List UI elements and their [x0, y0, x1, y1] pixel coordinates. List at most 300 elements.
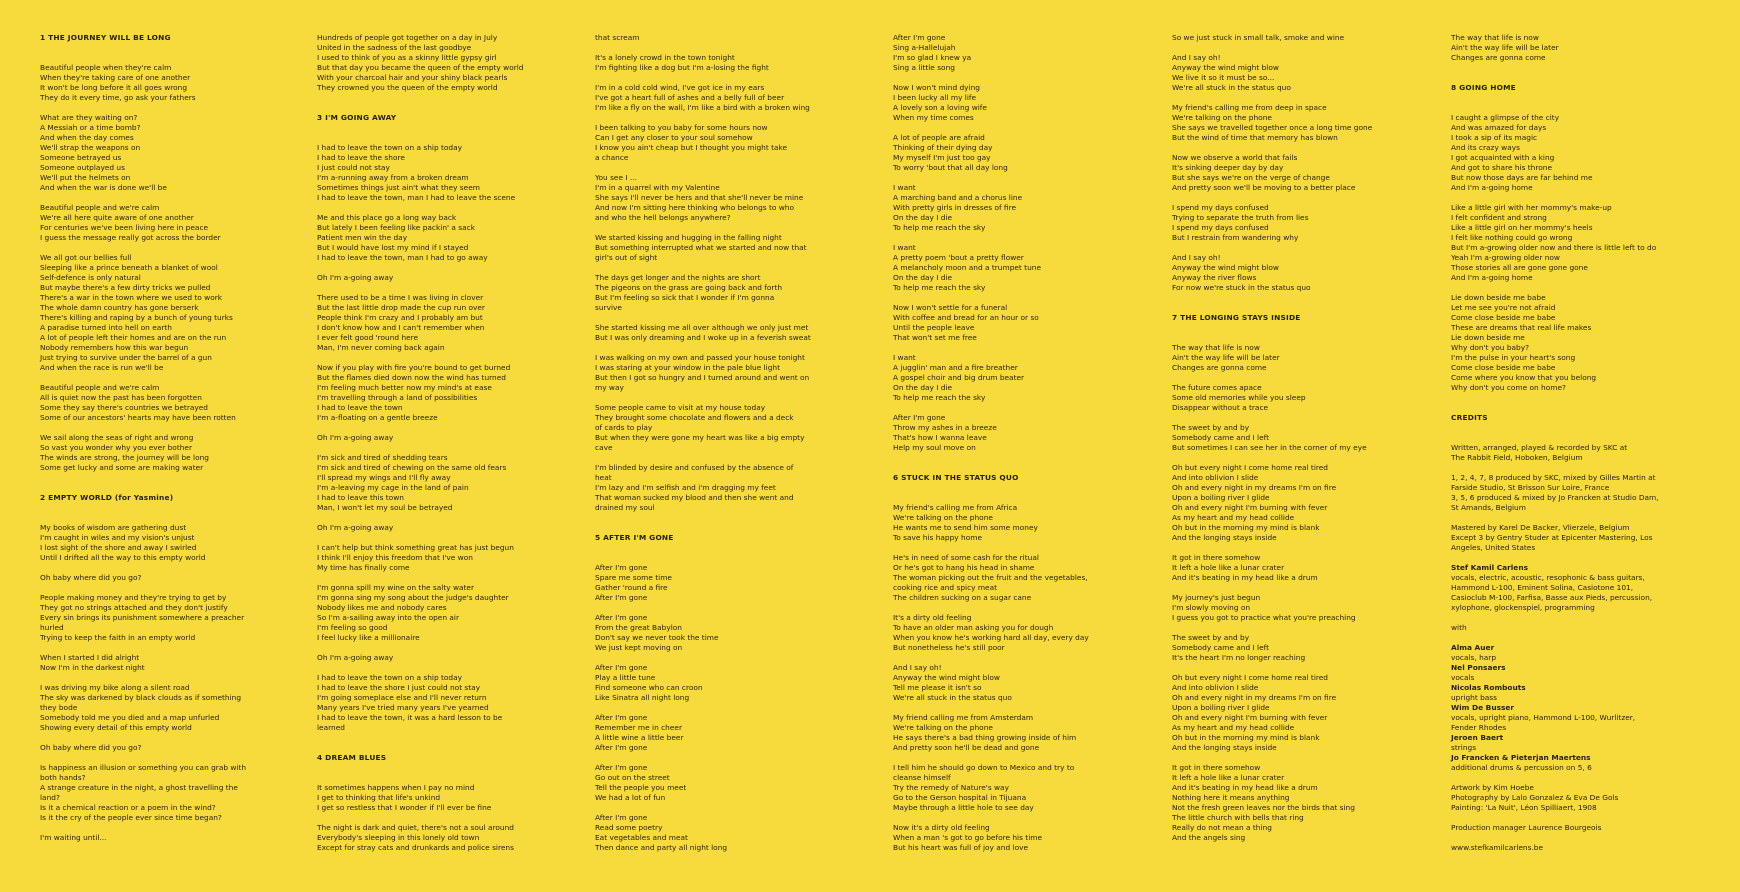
blank-line [40, 753, 300, 763]
lyric-line: My friend's calling me from Africa [893, 503, 1018, 512]
lyric-line: vocals, electric, acoustic, resophonic & bass guitars, [1451, 573, 1645, 582]
lyric-line: 3, 5, 6 produced & mixed by Jo Francken at Studio Dam, [1451, 493, 1659, 502]
lyric-line: I'm sick and tired of shedding tears [317, 453, 448, 462]
lyric-line: He wants me to send him some money [893, 523, 1038, 532]
blank-line [595, 113, 855, 123]
lyric-line: There used to be a time I was living in clover [317, 293, 484, 302]
blank-line [1172, 43, 1432, 53]
lyric-line: And it's beating in my head like a drum [1172, 573, 1318, 582]
lyric-line: I want [893, 243, 916, 252]
lyric-line: drained my soul [595, 503, 655, 512]
lyric-line: I was staring at your window in the pale blue light [595, 363, 780, 372]
lyric-line: There's a war in the town where we used to work [40, 293, 223, 302]
lyric-line: For centuries we've been living here in peace [40, 223, 209, 232]
blank-line [1451, 103, 1711, 113]
blank-line [893, 493, 1153, 503]
lyric-line: It got in there somehow [1172, 553, 1261, 562]
lyric-line: I been lucky all my life [893, 93, 977, 102]
lyric-line: From the great Babylon [595, 623, 682, 632]
blank-line [1172, 543, 1432, 553]
lyric-line: But then I got so hungry and I turned around and went on [595, 373, 810, 382]
blank-line [40, 643, 300, 653]
blank-line [317, 353, 577, 363]
blank-line [317, 423, 577, 433]
lyric-line: I want [893, 353, 916, 362]
lyric-line: A paradise turned into hell on earth [40, 323, 172, 332]
lyric-line: I had to leave the shore [317, 153, 405, 162]
blank-line [317, 743, 577, 753]
lyric-line: I'm feeling much better now my mind's at ease [317, 383, 492, 392]
blank-line [595, 73, 855, 83]
lyric-line: And was amazed for days [1451, 123, 1547, 132]
lyric-line: They brought some chocolate and flowers and a deck [595, 413, 794, 422]
lyric-line: I used to think of you as a skinny little gypsy girl [317, 53, 497, 62]
lyric-line: It left a hole like a lunar crater [1172, 773, 1285, 782]
lyric-line: And I say oh! [1172, 253, 1221, 262]
lyric-line: I just could not stay [317, 163, 390, 172]
lyric-line: I'm waiting until... [40, 833, 107, 842]
lyric-line: Man, I won't let my soul be betrayed [317, 503, 453, 512]
lyric-line: Anyway the wind might blow [1172, 63, 1279, 72]
lyric-line: Someone outplayed us [40, 163, 125, 172]
lyric-line: A melancholy moon and a trumpet tune [893, 263, 1041, 272]
lyric-line: additional drums & percussion on 5, 6 [1451, 763, 1592, 772]
lyric-line: Hundreds of people got together on a day in July [317, 33, 498, 42]
lyric-line: But she says we're on the verge of change [1172, 173, 1330, 182]
lyric-line: The children sucking on a sugar cane [893, 593, 1032, 602]
lyric-line: and who the hell belongs anywhere? [595, 213, 731, 222]
lyric-line: After I'm gone [595, 613, 648, 622]
lyric-line: I'm so glad I knew ya [893, 53, 972, 62]
lyric-line: It's a dirty old feeling [893, 613, 972, 622]
lyric-line: Disappear without a trace [1172, 403, 1269, 412]
lyric-line: Sing a-Hallelujah [893, 43, 956, 52]
lyric-line: I was walking on my own and passed your house tonight [595, 353, 805, 362]
lyric-line: Read some poetry [595, 823, 663, 832]
lyric-line: We'll put the helmets on [40, 173, 131, 182]
lyric-line: strings [1451, 743, 1477, 752]
blank-line [595, 513, 855, 523]
blank-line [595, 343, 855, 353]
lyric-line: But nonetheless he's still poor [893, 643, 1005, 652]
blank-line [893, 403, 1153, 413]
blank-line [1451, 773, 1711, 783]
blank-line [1451, 283, 1711, 293]
lyric-line: I lost sight of the shore and away I swirled [40, 543, 197, 552]
lyric-line: Trying to keep the faith in an empty world [40, 633, 196, 642]
blank-line [893, 463, 1153, 473]
blank-line [317, 133, 577, 143]
section-heading: 5 AFTER I'M GONE [595, 533, 674, 542]
lyric-line: Oh and every night in my dreams I'm on fire [1172, 483, 1337, 492]
lyric-line: That won't set me free [893, 333, 977, 342]
blank-line [1172, 583, 1432, 593]
section-heading: 3 I'M GOING AWAY [317, 113, 397, 122]
lyric-line: I had to leave the town, man I had to leave the scene [317, 193, 516, 202]
blank-line [595, 223, 855, 233]
section-heading: 2 EMPTY WORLD (for Yasmine) [40, 493, 174, 502]
lyric-line: Help my soul move on [893, 443, 976, 452]
blank-line [893, 653, 1153, 663]
lyric-line: After I'm gone [595, 763, 648, 772]
lyric-line: But I'm a-growing older now and there is little left to do [1451, 243, 1657, 252]
lyric-line: My books of wisdom are gathering dust [40, 523, 187, 532]
blank-line [40, 583, 300, 593]
lyric-line: The Rabbit Field, Hoboken, Belgium [1451, 453, 1583, 462]
lyric-line: After I'm gone [595, 593, 648, 602]
lyric-line: Oh I'm a-going away [317, 273, 394, 282]
lyric-line: Now I won't settle for a funeral [893, 303, 1008, 312]
lyric-line: Is happiness an illusion or something you can grab with [40, 763, 247, 772]
lyric-line: Some people came to visit at my house today [595, 403, 766, 412]
lyric-line: Hammond L-100, Eminent Solina, Casiotone 101, [1451, 583, 1634, 592]
lyric-line: Everybody's sleeping in this lonely old town [317, 833, 480, 842]
lyric-line: I'm lazy and I'm selfish and i'm dragging my feet [595, 483, 776, 492]
lyric-line: I'm blinded by desire and confused by the absence of [595, 463, 794, 472]
blank-line [40, 373, 300, 383]
blank-line [1451, 93, 1711, 103]
blank-line [595, 703, 855, 713]
lyric-line: Just trying to survive under the barrel of a gun [40, 353, 212, 362]
lyric-line: Beautiful people and we're calm [40, 383, 160, 392]
lyric-line: But I'm feeling so sick that I wonder if I'm gonna [595, 293, 775, 302]
section-heading: CREDITS [1451, 413, 1488, 422]
lyric-line: I been talking to you baby for some hours now [595, 123, 768, 132]
lyric-line: Ain't the way life will be later [1172, 353, 1280, 362]
lyric-line: Oh and every night in my dreams I'm on fire [1172, 693, 1337, 702]
lyric-line: Beautiful people and we're calm [40, 203, 160, 212]
lyric-line: After I'm gone [595, 713, 648, 722]
lyric-line: I spend my days confused [1172, 203, 1269, 212]
lyric-line: The future comes apace [1172, 383, 1262, 392]
blank-line [595, 43, 855, 53]
blank-line [1172, 323, 1432, 333]
lyric-line: But that day you became the queen of the empty world [317, 63, 524, 72]
section-heading: 7 THE LONGING STAYS INSIDE [1172, 313, 1301, 322]
lyric-line: We'll strap the weapons on [40, 143, 141, 152]
blank-line [1451, 553, 1711, 563]
lyric-line: I'm like a fly on the wall, I'm like a bird with a broken wing [595, 103, 810, 112]
lyric-line: With pretty girls in dresses of fire [893, 203, 1016, 212]
lyric-line: On the day I die [893, 213, 953, 222]
lyric-line: And now I'm sitting here thinking who belongs to who [595, 203, 795, 212]
blank-line [317, 123, 577, 133]
lyric-line: United in the sadness of the last goodbye [317, 43, 472, 52]
lyric-line: On the day I die [893, 273, 953, 282]
lyric-line: Until I drifted all the way to this empty world [40, 553, 206, 562]
lyric-line: Someone betrayed us [40, 153, 122, 162]
blank-line [1451, 813, 1711, 823]
lyric-line: A jugglin' man and a fire breather [893, 363, 1018, 372]
lyric-line: The little church with bells that ring [1172, 813, 1304, 822]
lyric-line: Gather 'round a fire [595, 583, 668, 592]
lyric-line: And I say oh! [1172, 53, 1221, 62]
lyric-line: Why don't you come on home? [1451, 383, 1566, 392]
blank-line [317, 443, 577, 453]
lyric-line: What are they waiting on? [40, 113, 138, 122]
lyric-line: Oh but every night I come home real tired [1172, 463, 1328, 472]
lyric-line: Production manager Laurence Bourgeois [1451, 823, 1602, 832]
lyric-line: Oh but every night I come home real tired [1172, 673, 1328, 682]
lyric-line: And the angels sing [1172, 833, 1246, 842]
lyric-line: my way [595, 383, 624, 392]
lyric-line: I took a sip of its magic [1451, 133, 1538, 142]
lyric-line: Like a little girl with her mommy's make-up [1451, 203, 1612, 212]
lyric-line: And I say oh! [893, 663, 942, 672]
lyric-line: Somebody came and I left [1172, 433, 1270, 442]
lyric-line: I had to leave the town on a ship today [317, 673, 463, 682]
lyric-line: land? [40, 793, 60, 802]
lyric-line: Let me see you're not afraid [1451, 303, 1556, 312]
credit-name: Jo Francken & Pieterjan Maertens [1451, 753, 1591, 762]
lyric-line: I had to leave the shore I just could not stay [317, 683, 481, 692]
lyrics-column-3 [595, 33, 855, 853]
blank-line [595, 543, 855, 553]
lyric-line: The pigeons on the grass are going back and forth [595, 283, 783, 292]
lyric-line: She says we travelled together once a long time gone [1172, 123, 1373, 132]
lyric-line: Oh and every night I'm burning with fever [1172, 503, 1328, 512]
lyric-line: Eat vegetables and meat [595, 833, 688, 842]
lyric-line: To help me reach the sky [893, 393, 986, 402]
lyric-line: We're talking on the phone [893, 513, 993, 522]
lyric-line: Upon a boiling river I glide [1172, 493, 1270, 502]
lyric-line: For now we're stuck in the status quo [1172, 283, 1311, 292]
blank-line [893, 173, 1153, 183]
lyric-line: I get to thinking that life's unkind [317, 793, 441, 802]
lyric-line: I don't know how and I can't remember when [317, 323, 485, 332]
lyric-line: It won't be long before it all goes wrong [40, 83, 188, 92]
blank-line [317, 203, 577, 213]
blank-line [893, 603, 1153, 613]
lyric-line: I'm in a cold cold wind, I've got ice in my ears [595, 83, 765, 92]
lyric-line: To help me reach the sky [893, 223, 986, 232]
lyric-line: A lovely son a loving wife [893, 103, 987, 112]
lyric-line: Ain't the way life will be later [1451, 43, 1559, 52]
blank-line [40, 503, 300, 513]
lyrics-column-2 [317, 33, 577, 853]
lyric-line: The winds are strong, the journey will be long [40, 453, 209, 462]
lyric-line: And when the war is done we'll be [40, 183, 167, 192]
lyric-line: Is it the cry of the people ever since time began? [40, 813, 222, 822]
lyric-line: It sometimes happens when I pay no mind [317, 783, 475, 792]
lyric-line: I got acquainted with a king [1451, 153, 1555, 162]
lyric-line: After I'm gone [893, 413, 946, 422]
blank-line [1172, 93, 1432, 103]
blank-line [317, 813, 577, 823]
blank-line [1451, 433, 1711, 443]
lyric-line: Nothing here it means anything [1172, 793, 1290, 802]
lyric-line: Oh but in the morning my mind is blank [1172, 733, 1320, 742]
blank-line [317, 733, 577, 743]
credit-name: Alma Auer [1451, 643, 1495, 652]
lyric-line: To help me reach the sky [893, 283, 986, 292]
lyric-line: A strange creature in the night, a ghost travelling the [40, 783, 238, 792]
blank-line [1172, 333, 1432, 343]
lyric-line: And its crazy ways [1451, 143, 1520, 152]
lyric-line: I'm slowly moving on [1172, 603, 1251, 612]
lyric-line: Tell me please it isn't so [893, 683, 982, 692]
lyric-line: I'm going someplace else and I'll never return [317, 693, 487, 702]
lyric-line: And into oblivion I slide [1172, 473, 1259, 482]
blank-line [1451, 463, 1711, 473]
lyric-line: A little wine a little beer [595, 733, 684, 742]
lyric-line: xylophone, glockenspiel, programming [1451, 603, 1595, 612]
blank-line [595, 653, 855, 663]
lyric-line: I felt confident and strong [1451, 213, 1547, 222]
lyric-line: vocals, upright piano, Hammond L-100, Wurlitzer, [1451, 713, 1636, 722]
lyric-line: Sing a little song [893, 63, 955, 72]
lyric-line: Oh I'm a-going away [317, 433, 394, 442]
lyric-line: It got in there somehow [1172, 763, 1261, 772]
lyric-line: All is quiet now the past has been forgotten [40, 393, 202, 402]
lyric-line: Lie down beside me babe [1451, 293, 1546, 302]
lyric-line: But sometimes I can see her in the corner of my eye [1172, 443, 1367, 452]
blank-line [595, 603, 855, 613]
blank-line [40, 53, 300, 63]
lyric-line: So we just stuck in small talk, smoke and wine [1172, 33, 1345, 42]
lyric-line: I had to leave the town on a ship today [317, 143, 463, 152]
lyric-line: Until the people leave [893, 323, 975, 332]
lyric-line: But I would have lost my mind if I stayed [317, 243, 469, 252]
lyric-line: It's the heart I'm no longer reaching [1172, 653, 1306, 662]
lyric-line: But the flames died down now the wind has turned [317, 373, 506, 382]
lyric-line: People think I'm crazy and I probably am but [317, 313, 483, 322]
blank-line [40, 563, 300, 573]
lyric-line: When I started I did alright [40, 653, 140, 662]
lyric-line: You see I ... [595, 173, 637, 182]
lyric-line: Go out on the street [595, 773, 670, 782]
lyric-line: As my heart and my head collide [1172, 513, 1295, 522]
blank-line [893, 293, 1153, 303]
lyric-line: Oh I'm a-going away [317, 653, 394, 662]
lyric-line: Now I'm in the darkest night [40, 663, 145, 672]
lyric-line: Every sin brings its punishment somewhere a preacher [40, 613, 245, 622]
lyric-line: People making money and they're trying to get by [40, 593, 227, 602]
lyric-line: that scream [595, 33, 640, 42]
lyric-line: Changes are gonna come [1451, 53, 1546, 62]
lyric-line: Photography by Lalo Gonzalez & Eva De Gols [1451, 793, 1619, 802]
lyric-line: Self-defence is only natural [40, 273, 141, 282]
lyric-line: Mastered by Karel De Backer, Vlierzele, Belgium [1451, 523, 1630, 532]
blank-line [595, 393, 855, 403]
blank-line [1451, 513, 1711, 523]
lyrics-column-1 [40, 33, 300, 843]
lyric-line: There's killing and raping by a bunch of young turks [40, 313, 233, 322]
lyric-line: I ever felt good 'round here [317, 333, 419, 342]
lyric-line: cave [595, 443, 613, 452]
lyric-line: Nobody likes me and nobody cares [317, 603, 447, 612]
lyric-line: They crowned you the queen of the empty world [317, 83, 498, 92]
blank-line [1172, 243, 1432, 253]
section-heading: 8 GOING HOME [1451, 83, 1516, 92]
lyric-line: I guess you got to practice what you're preaching [1172, 613, 1356, 622]
blank-line [40, 103, 300, 113]
lyric-line: But the wind of time that memory has blown [1172, 133, 1338, 142]
lyric-line: Upon a boiling river I glide [1172, 703, 1270, 712]
lyric-line: I had to leave this town [317, 493, 404, 502]
blank-line [1172, 663, 1432, 673]
blank-line [1172, 193, 1432, 203]
lyric-line: Trying to separate the truth from lies [1172, 213, 1309, 222]
blank-line [1451, 613, 1711, 623]
blank-line [317, 773, 577, 783]
lyric-line: a chance [595, 153, 629, 162]
blank-line [40, 483, 300, 493]
lyric-line: With your charcoal hair and your shiny black pearls [317, 73, 508, 82]
lyric-line: cleanse himself [893, 773, 951, 782]
lyric-line: upright bass [1451, 693, 1498, 702]
blank-line [1451, 63, 1711, 73]
blank-line [595, 553, 855, 563]
lyric-line: I spend my days confused [1172, 223, 1269, 232]
lyric-line: Nobody remembers how this war begun [40, 343, 189, 352]
lyric-line: www.stefkamilcarlens.be [1451, 843, 1544, 852]
credit-name: Jeroen Baert [1451, 733, 1504, 742]
lyric-line: Somebody came and I left [1172, 643, 1270, 652]
lyric-line: Painting: 'La Nuit', Léon Spilliaert, 1908 [1451, 803, 1597, 812]
lyric-line: When my time comes [893, 113, 974, 122]
lyric-line: Oh and every night I'm burning with fever [1172, 713, 1328, 722]
blank-line [1172, 303, 1432, 313]
lyric-line: I caught a glimpse of the city [1451, 113, 1560, 122]
lyric-line: And I'm a-going home [1451, 273, 1533, 282]
lyric-line: The sky was darkened by black clouds as if something [40, 693, 242, 702]
lyric-line: Showing every detail of this empty world [40, 723, 192, 732]
blank-line [40, 733, 300, 743]
lyric-line: We started kissing and hugging in the falling night [595, 233, 782, 242]
blank-line [1451, 423, 1711, 433]
section-heading: 6 STUCK IN THE STATUS QUO [893, 473, 1019, 482]
lyric-line: Try the remedy of Nature's way [893, 783, 1009, 792]
lyric-line: Don't say we never took the time [595, 633, 719, 642]
lyric-line: Me and this place go a long way back [317, 213, 457, 222]
lyric-line: I know you ain't cheap but I thought you might take [595, 143, 788, 152]
blank-line [893, 453, 1153, 463]
lyric-line: It's sinking deeper day by day [1172, 163, 1284, 172]
lyric-line: I'm travelling through a land of possibilities [317, 393, 478, 402]
lyric-line: I felt like nothing could go wrong [1451, 233, 1573, 242]
lyric-line: Play a little tune [595, 673, 656, 682]
lyric-line: And pretty soon we'll be moving to a better place [1172, 183, 1356, 192]
lyric-line: Changes are gonna come [1172, 363, 1267, 372]
lyric-line: Man, I'm never coming back again [317, 343, 445, 352]
blank-line [40, 243, 300, 253]
lyric-line: Really do not mean a thing [1172, 823, 1272, 832]
blank-line [893, 813, 1153, 823]
lyric-line: I'll spread my wings and I'll fly away [317, 473, 451, 482]
blank-line [1172, 623, 1432, 633]
lyric-line: We live it so it must be so... [1172, 73, 1275, 82]
lyric-line: I guess the message really got across the border [40, 233, 221, 242]
lyric-line: I was driving my bike along a silent road [40, 683, 190, 692]
lyric-line: He says there's a bad thing growing inside of him [893, 733, 1077, 742]
lyric-line: Now it's a dirty old feeling [893, 823, 990, 832]
lyric-line: I want [893, 183, 916, 192]
lyric-line: My friend calling me from Amsterdam [893, 713, 1034, 722]
lyric-line: I think I'll enjoy this freedom that I've won [317, 553, 473, 562]
lyric-line: both hands? [40, 773, 86, 782]
blank-line [1451, 393, 1711, 403]
lyric-line: I've got a heart full of ashes and a belly full of beer [595, 93, 785, 102]
credits-column [1451, 33, 1711, 853]
blank-line [1172, 753, 1432, 763]
blank-line [893, 343, 1153, 353]
lyric-line: But I restrain from wandering why [1172, 233, 1299, 242]
lyric-line: Somebody told me you died and a map unfurled [40, 713, 220, 722]
lyric-line: Find someone who can croon [595, 683, 703, 692]
lyric-line: Some of our ancestors' hearts may have been rotten [40, 413, 236, 422]
blank-line [595, 163, 855, 173]
